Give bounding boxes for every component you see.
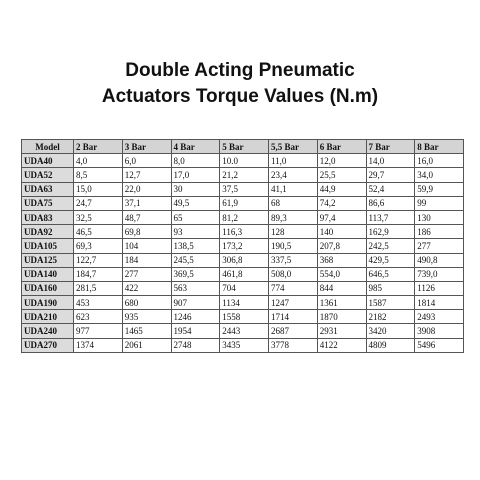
page-title xyxy=(0,58,480,110)
torque-value-cell: 490,8 xyxy=(415,253,464,267)
table-row xyxy=(22,210,464,224)
torque-value-cell: 130 xyxy=(415,210,464,224)
table-row xyxy=(22,168,464,182)
model-cell: UDA210 xyxy=(22,310,74,324)
torque-value-cell: 461,8 xyxy=(220,267,269,281)
torque-value-cell: 4,0 xyxy=(74,154,123,168)
torque-value-cell: 37,1 xyxy=(122,196,171,210)
torque-value-cell: 34,0 xyxy=(415,168,464,182)
torque-value-cell: 81,2 xyxy=(220,210,269,224)
torque-value-cell: 12,0 xyxy=(317,154,366,168)
header-row xyxy=(22,140,464,154)
torque-value-cell: 138,5 xyxy=(171,239,220,253)
model-cell: UDA75 xyxy=(22,196,74,210)
model-cell: UDA190 xyxy=(22,296,74,310)
torque-value-cell: 2061 xyxy=(122,338,171,352)
table-row xyxy=(22,239,464,253)
table-header xyxy=(22,140,464,154)
torque-value-cell: 29,7 xyxy=(366,168,415,182)
torque-value-cell: 242,5 xyxy=(366,239,415,253)
torque-value-cell: 907 xyxy=(171,296,220,310)
column-header-pressure: 7 Bar xyxy=(366,140,415,154)
model-cell: UDA270 xyxy=(22,338,74,352)
model-cell: UDA83 xyxy=(22,210,74,224)
torque-value-cell: 11,0 xyxy=(269,154,318,168)
model-cell: UDA125 xyxy=(22,253,74,267)
title-line-2: Actuators Torque Values (N.m) xyxy=(101,86,379,107)
torque-value-cell: 59,9 xyxy=(415,182,464,196)
torque-value-cell: 1714 xyxy=(269,310,318,324)
torque-value-cell: 2687 xyxy=(269,324,318,338)
torque-value-cell: 429,5 xyxy=(366,253,415,267)
torque-value-cell: 739,0 xyxy=(415,267,464,281)
table-row xyxy=(22,338,464,352)
torque-value-cell: 3778 xyxy=(269,338,318,352)
torque-value-cell: 1134 xyxy=(220,296,269,310)
torque-value-cell: 22,0 xyxy=(122,182,171,196)
torque-value-cell: 1374 xyxy=(74,338,123,352)
column-header-pressure: 2 Bar xyxy=(74,140,123,154)
torque-value-cell: 3420 xyxy=(366,324,415,338)
torque-value-cell: 8,5 xyxy=(74,168,123,182)
torque-value-cell: 74,2 xyxy=(317,196,366,210)
torque-value-cell: 14,0 xyxy=(366,154,415,168)
torque-value-cell: 173,2 xyxy=(220,239,269,253)
torque-value-cell: 2748 xyxy=(171,338,220,352)
table-row xyxy=(22,225,464,239)
table-row xyxy=(22,196,464,210)
torque-value-cell: 1361 xyxy=(317,296,366,310)
torque-value-cell: 86,6 xyxy=(366,196,415,210)
column-header-pressure: 4 Bar xyxy=(171,140,220,154)
model-cell: UDA52 xyxy=(22,168,74,182)
torque-value-cell: 116,3 xyxy=(220,225,269,239)
torque-value-cell: 104 xyxy=(122,239,171,253)
table-row xyxy=(22,310,464,324)
model-cell: UDA40 xyxy=(22,154,74,168)
torque-value-cell: 184,7 xyxy=(74,267,123,281)
table-body xyxy=(22,154,464,353)
torque-value-cell: 935 xyxy=(122,310,171,324)
torque-table xyxy=(21,139,464,353)
torque-value-cell: 4122 xyxy=(317,338,366,352)
torque-value-cell: 140 xyxy=(317,225,366,239)
torque-value-cell: 93 xyxy=(171,225,220,239)
torque-value-cell: 774 xyxy=(269,281,318,295)
torque-value-cell: 49,5 xyxy=(171,196,220,210)
torque-value-cell: 1558 xyxy=(220,310,269,324)
torque-value-cell: 1126 xyxy=(415,281,464,295)
torque-value-cell: 162,9 xyxy=(366,225,415,239)
table-row xyxy=(22,253,464,267)
torque-value-cell: 1247 xyxy=(269,296,318,310)
column-header-pressure: 5 Bar xyxy=(220,140,269,154)
torque-value-cell: 21,2 xyxy=(220,168,269,182)
column-header-pressure: 3 Bar xyxy=(122,140,171,154)
torque-value-cell: 337,5 xyxy=(269,253,318,267)
torque-value-cell: 25,5 xyxy=(317,168,366,182)
torque-value-cell: 48,7 xyxy=(122,210,171,224)
torque-value-cell: 1246 xyxy=(171,310,220,324)
model-cell: UDA92 xyxy=(22,225,74,239)
torque-value-cell: 32,5 xyxy=(74,210,123,224)
torque-value-cell: 190,5 xyxy=(269,239,318,253)
table-row xyxy=(22,267,464,281)
torque-value-cell: 2931 xyxy=(317,324,366,338)
torque-value-cell: 186 xyxy=(415,225,464,239)
torque-value-cell: 368 xyxy=(317,253,366,267)
torque-value-cell: 554,0 xyxy=(317,267,366,281)
torque-value-cell: 277 xyxy=(415,239,464,253)
table-row xyxy=(22,281,464,295)
torque-value-cell: 844 xyxy=(317,281,366,295)
table-row xyxy=(22,154,464,168)
torque-value-cell: 1465 xyxy=(122,324,171,338)
torque-value-cell: 207,8 xyxy=(317,239,366,253)
torque-value-cell: 977 xyxy=(74,324,123,338)
torque-value-cell: 69,3 xyxy=(74,239,123,253)
torque-value-cell: 5496 xyxy=(415,338,464,352)
torque-value-cell: 623 xyxy=(74,310,123,324)
column-header-pressure: 8 Bar xyxy=(415,140,464,154)
torque-value-cell: 15,0 xyxy=(74,182,123,196)
model-cell: UDA160 xyxy=(22,281,74,295)
torque-value-cell: 184 xyxy=(122,253,171,267)
torque-value-cell: 30 xyxy=(171,182,220,196)
torque-value-cell: 2493 xyxy=(415,310,464,324)
title-line-1: Double Acting Pneumatic xyxy=(125,60,355,81)
torque-value-cell: 1587 xyxy=(366,296,415,310)
torque-value-cell: 245,5 xyxy=(171,253,220,267)
torque-value-cell: 2443 xyxy=(220,324,269,338)
torque-value-cell: 508,0 xyxy=(269,267,318,281)
torque-value-cell: 281,5 xyxy=(74,281,123,295)
torque-value-cell: 277 xyxy=(122,267,171,281)
torque-value-cell: 369,5 xyxy=(171,267,220,281)
torque-value-cell: 65 xyxy=(171,210,220,224)
table-row xyxy=(22,182,464,196)
column-header-model: Model xyxy=(22,140,74,154)
torque-value-cell: 646,5 xyxy=(366,267,415,281)
table-row xyxy=(22,296,464,310)
torque-value-cell: 23,4 xyxy=(269,168,318,182)
torque-value-cell: 68 xyxy=(269,196,318,210)
torque-value-cell: 1954 xyxy=(171,324,220,338)
torque-value-cell: 122,7 xyxy=(74,253,123,267)
model-cell: UDA240 xyxy=(22,324,74,338)
model-cell: UDA63 xyxy=(22,182,74,196)
torque-value-cell: 1870 xyxy=(317,310,366,324)
torque-value-cell: 3908 xyxy=(415,324,464,338)
model-cell: UDA105 xyxy=(22,239,74,253)
column-header-pressure: 6 Bar xyxy=(317,140,366,154)
torque-value-cell: 24,7 xyxy=(74,196,123,210)
torque-value-cell: 4809 xyxy=(366,338,415,352)
torque-value-cell: 52,4 xyxy=(366,182,415,196)
torque-value-cell: 128 xyxy=(269,225,318,239)
torque-value-cell: 17,0 xyxy=(171,168,220,182)
table-row xyxy=(22,324,464,338)
torque-value-cell: 1814 xyxy=(415,296,464,310)
torque-value-cell: 16,0 xyxy=(415,154,464,168)
torque-value-cell: 680 xyxy=(122,296,171,310)
torque-value-cell: 453 xyxy=(74,296,123,310)
torque-value-cell: 422 xyxy=(122,281,171,295)
torque-value-cell: 10.0 xyxy=(220,154,269,168)
torque-value-cell: 99 xyxy=(415,196,464,210)
torque-value-cell: 6,0 xyxy=(122,154,171,168)
torque-value-cell: 37,5 xyxy=(220,182,269,196)
torque-value-cell: 3435 xyxy=(220,338,269,352)
model-cell: UDA140 xyxy=(22,267,74,281)
torque-value-cell: 44,9 xyxy=(317,182,366,196)
torque-value-cell: 46,5 xyxy=(74,225,123,239)
column-header-pressure: 5,5 Bar xyxy=(269,140,318,154)
torque-value-cell: 41,1 xyxy=(269,182,318,196)
torque-value-cell: 704 xyxy=(220,281,269,295)
torque-value-cell: 12,7 xyxy=(122,168,171,182)
torque-value-cell: 97,4 xyxy=(317,210,366,224)
torque-value-cell: 113,7 xyxy=(366,210,415,224)
torque-value-cell: 563 xyxy=(171,281,220,295)
torque-value-cell: 985 xyxy=(366,281,415,295)
torque-value-cell: 89,3 xyxy=(269,210,318,224)
torque-value-cell: 61,9 xyxy=(220,196,269,210)
torque-value-cell: 69,8 xyxy=(122,225,171,239)
torque-value-cell: 8,0 xyxy=(171,154,220,168)
torque-value-cell: 2182 xyxy=(366,310,415,324)
torque-value-cell: 306,8 xyxy=(220,253,269,267)
